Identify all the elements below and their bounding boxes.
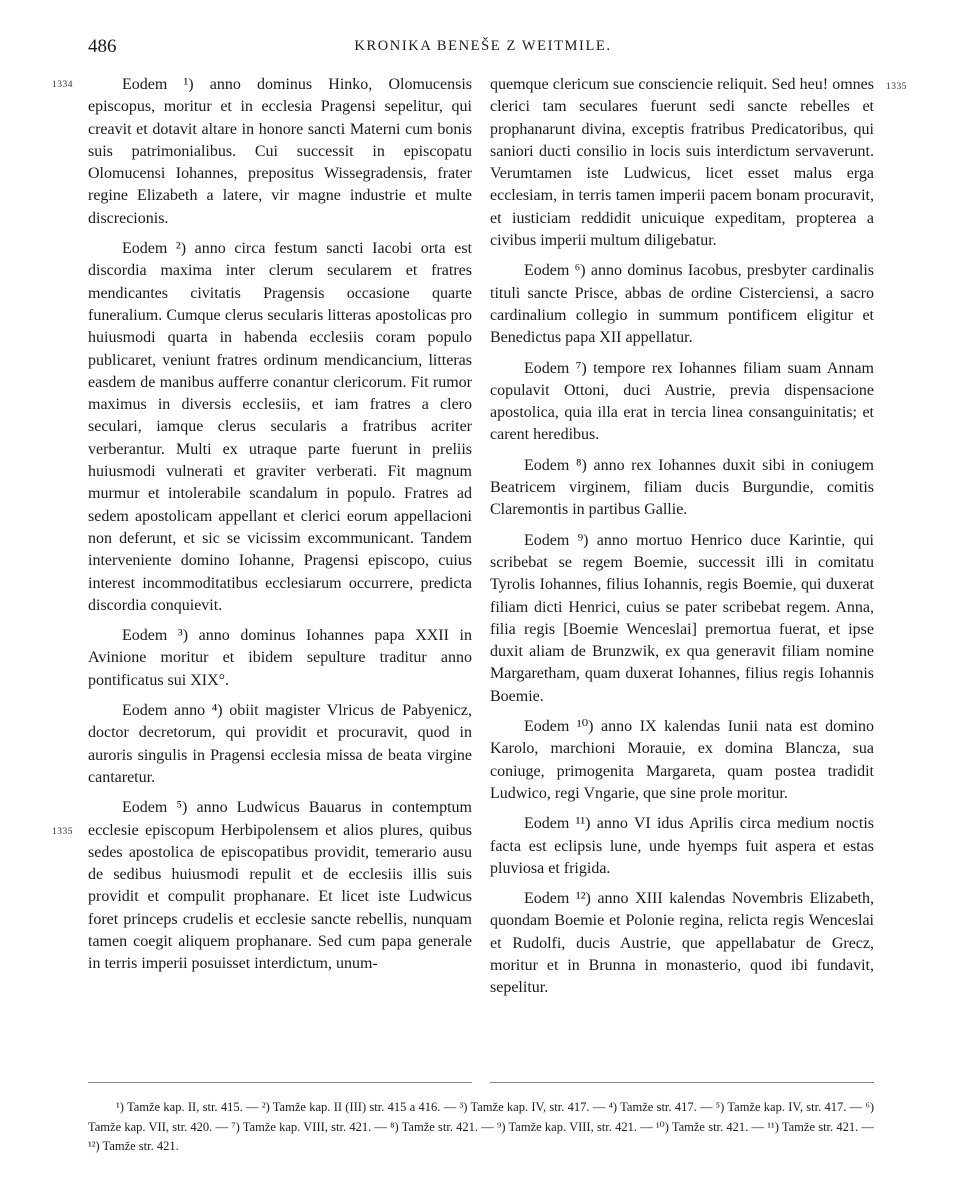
paragraph: Eodem ¹) anno dominus Hinko, Olomucensis episcopus, moritur et in ecclesia Pragensi sepelitur, qui creavit et dotavit altare in honore sancti Materni cum bonis suis patrimonialibus. Cui successit in episcopatu Olomucensi Iohannes, prepositus Wissegradensis, frater regine Elizabeth a latere, vir magne industrie et multe discrecionis. xyxy=(88,76,472,227)
paragraph: Eodem ¹⁰) anno IX kalendas Iunii nata est domino Karolo, marchioni Morauie, ex domina Blancza, sua coniuge, primogenita Margareta, quam postea tradidit Ludwico, regi Vngarie, que sine prole moritur. xyxy=(490,718,874,802)
margin-year-left-top: 1334 xyxy=(52,80,73,90)
margin-year-right-top: 1335 xyxy=(886,82,907,92)
margin-year-left-mid: 1335 xyxy=(52,827,73,837)
footnotes xyxy=(88,1098,874,1157)
paragraph: Eodem ³) anno dominus Iohannes papa XXII in Avinione moritur et ibidem sepulture traditur anno pontificatus sui XIX°. xyxy=(88,627,472,689)
left-column xyxy=(88,74,472,984)
paragraph: Eodem ⁵) anno Ludwicus Bauarus in contemptum ecclesie episcopum Herbipolensem et alios plures, quibus sedes apostolica de episcopatibus providit, temerario ausu de sedibus huiusmodi repulit et de ecclesiis illis suis providit et compulit prophanare. Et licet iste Ludwicus foret princeps crudelis et ecclesie sancte rebellis, nunquam tamen coegit aliquem prophanare. Sed cum papa generale in terris imperii posuisset interdictum, unum- xyxy=(88,799,472,973)
paragraph: quemque clericum sue consciencie reliquit. Sed heu! omnes clerici tam seculares fuerunt sedi sancte rebelles et prophanarunt divina, exceptis fratribus Predicatoribus, qui saniori ducti consilio in locis suis interdictum servaverunt. Verumtamen iste Ludwicus, licet esset malus erga ecclesiam, in terris tamen imperii pacem bonam procuravit, et iusticiam reddidit unicuique expeditam, propterea a civibus imperii multum diligebatur. xyxy=(490,76,874,250)
paragraph: Eodem ⁶) anno dominus Iacobus, presbyter cardinalis tituli sancte Prisce, abbas de ordine Cisterciensi, a sacro cardinalium collegio in summum pontificem eligitur et Benedictus papa XII appellatur. xyxy=(490,262,874,347)
paragraph: Eodem ⁷) tempore rex Iohannes filiam suam Annam copulavit Ottoni, duci Austrie, previa dispensacione apostolica, quia illa erat in tercia linea consanguinitatis; et carent heredibus. xyxy=(490,359,874,444)
paragraph: Eodem ⁹) anno mortuo Henrico duce Karintie, qui scribebat se regem Boemie, successit illi in comitatu Tyrolis Iohannes, filius Iohannis, regis Boemie, qui duxerat filiam dicti Henrici, cuius se pater scribebat regem. Anna, filia regis [Boemie Wenceslai] premortua fuerat, et ipse duxit aliam de Brunzwik, ex qua generavit filiam nomine Margaretham, quam duxerat Iohannes, filius regis Iohannis Boemie. xyxy=(490,531,874,705)
paragraph: Eodem anno ⁴) obiit magister Vlricus de Pabyenicz, doctor decretorum, qui providit et procuravit, quod in aurоris singulis in Pragensi ecclesia missa de beata virgine cantaretur. xyxy=(88,702,472,786)
footnote-text: ¹) Tamže kap. II, str. 415. — ²) Tamže kap. II (III) str. 415 a 416. — ³) Tamže kap. IV, str. 417. — ⁴) Tamže str. 417. — ⁵) Tamže kap. IV, str. 417. — ⁶) Tamže kap. VII, str. 420. — ⁷) Tamže kap. VIII, str. 421. — ⁸) Tamže str. 421. — ⁹) Tamže kap. VIII, str. 421. — ¹⁰) Tamže str. 421. — ¹¹) Tamže str. 421. — ¹²) Tamže str. 421. xyxy=(88,1100,874,1153)
footnote-divider-right xyxy=(490,1082,874,1083)
paragraph: Eodem ¹¹) anno VI idus Aprilis circa medium noctis facta est eclipsis lune, unde hyemps fuit aspera et estas pluviosa et frigida. xyxy=(490,815,874,877)
footnote-divider-left xyxy=(88,1082,472,1083)
right-column xyxy=(490,74,874,1008)
paragraph: Eodem ¹²) anno XIII kalendas Novembris Elizabeth, quondam Boemie et Polonie regina, relicta regis Wenceslai et Rudolfi, ducis Austrie, que appellabatur de Grecz, moritur et in Brunna in monasterio, quod ibi fundavit, sepelitur. xyxy=(490,890,874,997)
page-number: 486 xyxy=(88,36,117,57)
running-title: KRONIKA BENEŠE Z WEITMILE. xyxy=(354,38,612,54)
paragraph: Eodem ²) anno circa festum sancti Iacobi orta est discordia maxima inter clerum secularem et fratres mendicantes civitatis Pragensis occasione quarte funeralium. Cumque clerus secularis litteras apostolicas pro huiusmodi quarta in habenda ecclesiis coram populo publicaret, veniunt fratres ordinum mendicancium, litteras easdem de manibus aufferre conantur clericorum. Fit rumor maximus in diversis ecclesiis, et iam fratres a clero seculari, iamque clerus secularis a fratribus acriter verberantur. Multi ex utraque parte fuerunt in preliis huiusmodi vulnerati et graviter verberati. Fit magnum murmur et intolerabile scandalum in populo. Fratres ad sedem apostolicam appellant et clerici eorum appellacioni non deferunt, et sic se vicissim excommunicant. Tandem interveniente domino Iohanne, Pragensi episcopo, cuius interest incommoditatibus ecclesiarum occurrere, predicta discordia conquievit. xyxy=(88,240,472,614)
page-header xyxy=(88,36,878,60)
paragraph: Eodem ⁸) anno rex Iohannes duxit sibi in coniugem Beatricem virginem, filiam ducis Burgundie, comitis Claremontis in partibus Gallie. xyxy=(490,456,874,519)
